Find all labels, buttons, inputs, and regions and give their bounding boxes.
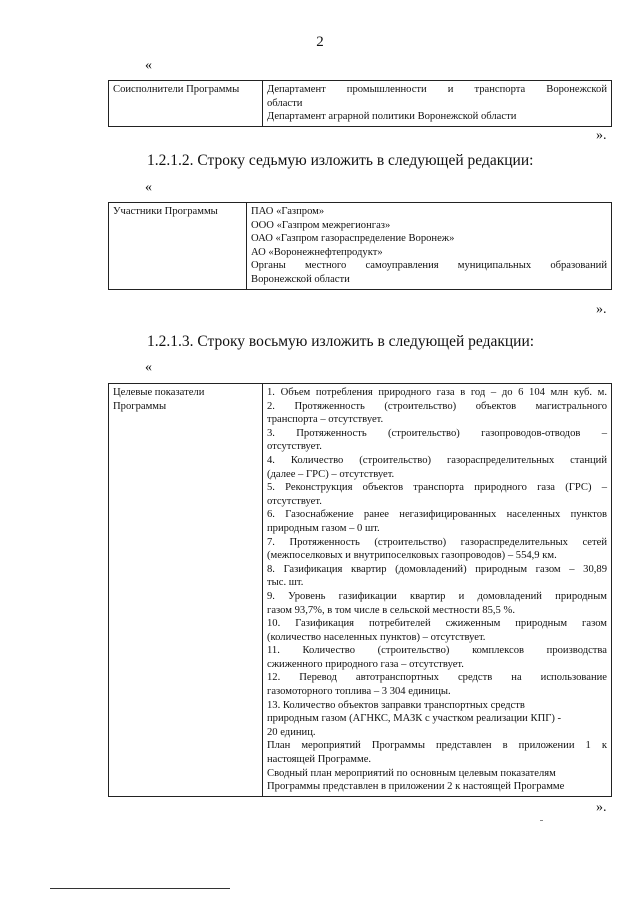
table1-line: области	[267, 97, 303, 109]
indicator-line: (далее – ГРС) – отсутствует.	[267, 468, 395, 480]
indicator-line: 3. Протяженность (строительство) газопроводов-отводов –	[267, 427, 607, 439]
indicator-line: природным газом (АГНКС, МАЗК с участком реализации КПГ) -	[267, 713, 562, 725]
table2-line: АО «Воронежнефтепродукт»	[251, 246, 383, 258]
indicator-line: Программы представлен в приложении 2 к настоящей Программе	[267, 781, 565, 793]
section-heading-1-2-1-2: 1.2.1.2. Строку седьмую изложить в следующей редакции:	[147, 152, 534, 169]
indicator-line: 20 единиц.	[267, 726, 316, 738]
opening-quote: «	[145, 360, 152, 375]
indicator-line: отсутствует.	[267, 495, 322, 507]
table2-line: ПАО «Газпром»	[251, 206, 325, 217]
indicator-line: (количество населенных пунктов) – отсутствует.	[267, 631, 486, 643]
table2-line: Воронежской области	[251, 273, 350, 285]
indicator-line: газомоторного топлива – 3 304 единицы.	[267, 686, 451, 698]
indicator-line: газом 93,7%, в том числе в сельской местности 85,5 %.	[267, 604, 515, 616]
indicator-line: 4. Количество (строительство) газораспределительных станций	[267, 454, 607, 466]
closing-quote: ».	[596, 800, 607, 815]
indicator-line: сжиженного природного газа – отсутствует.	[267, 658, 464, 670]
table2-value-cell	[247, 203, 612, 290]
indicator-line: (межпоселковых и внутрипоселковых газопроводов) – 554,9 км.	[267, 550, 557, 562]
indicator-line: тыс. шт.	[267, 577, 304, 589]
table1-value-cell	[263, 81, 612, 127]
table3-label-cell	[109, 384, 263, 797]
table2-label-cell	[109, 203, 247, 290]
indicator-line: 12. Перевод автотранспортных средств на использование	[267, 672, 607, 684]
indicator-line: 5. Реконструкция объектов транспорта природного газа (ГРС) –	[267, 482, 607, 494]
indicator-line: 11. Количество (строительство) комплексов производства	[267, 645, 607, 657]
table3-value-cell	[263, 384, 612, 797]
closing-quote: ».	[596, 302, 607, 317]
table1-label-cell	[109, 81, 263, 127]
page-number: 2	[316, 34, 324, 50]
table-co-executors	[108, 80, 612, 127]
table-participants	[108, 202, 612, 290]
table3-label: Программы	[113, 400, 167, 412]
table-target-indicators	[108, 383, 612, 797]
indicator-line: отсутствует.	[267, 441, 322, 453]
footer-rule	[50, 888, 230, 889]
indicator-line: 8. Газификация квартир (домовладений) природным газом – 30,89	[267, 563, 607, 575]
indicator-line: 1. Объем потребления природного газа в год – до 6 104 млн куб. м.	[267, 387, 607, 398]
table2-line: ОАО «Газпром газораспределение Воронеж»	[251, 233, 455, 245]
indicator-line: Сводный план мероприятий по основным целевым показателям	[267, 767, 556, 779]
indicator-line: природным газом – 0 шт.	[267, 522, 380, 534]
indicator-line: 7. Протяженность (строительство) газораспределительных сетей	[267, 536, 607, 548]
indicator-line: 10. Газификация потребителей сжиженным природным газом	[267, 618, 607, 630]
indicator-line: настоящей Программе.	[267, 754, 372, 766]
opening-quote: «	[145, 58, 152, 73]
closing-quote: ».	[596, 128, 607, 143]
indicator-line: План мероприятий Программы представлен в приложении 1 к	[267, 740, 607, 752]
indicator-line: транспорта – отсутствует.	[267, 414, 384, 426]
indicator-line: 9. Уровень газификации квартир и домовладений природным	[267, 590, 607, 602]
indicator-line: 2. Протяженность (строительство) объектов магистрального	[267, 400, 607, 412]
indicator-line: 13. Количество объектов заправки транспортных средств	[267, 699, 525, 711]
table2-line: Органы местного самоуправления муниципальных образований	[251, 260, 607, 272]
table1-label: Соисполнители Программы	[113, 84, 240, 95]
table3-label: Целевые показатели	[113, 387, 205, 398]
indicator-line: 6. Газоснабжение ранее негазифицированных населенных пунктов	[267, 509, 607, 521]
table2-label: Участники Программы	[113, 206, 218, 217]
opening-quote: «	[145, 180, 152, 195]
table1-line: Департамент аграрной политики Воронежской области	[267, 111, 517, 123]
section-heading-1-2-1-3: 1.2.1.3. Строку восьмую изложить в следующей редакции:	[147, 333, 535, 350]
scan-speck	[540, 820, 543, 821]
table1-line: Департамент промышленности и транспорта Воронежской	[267, 84, 607, 95]
table2-line: ООО «Газпром межрегионгаз»	[251, 219, 391, 231]
